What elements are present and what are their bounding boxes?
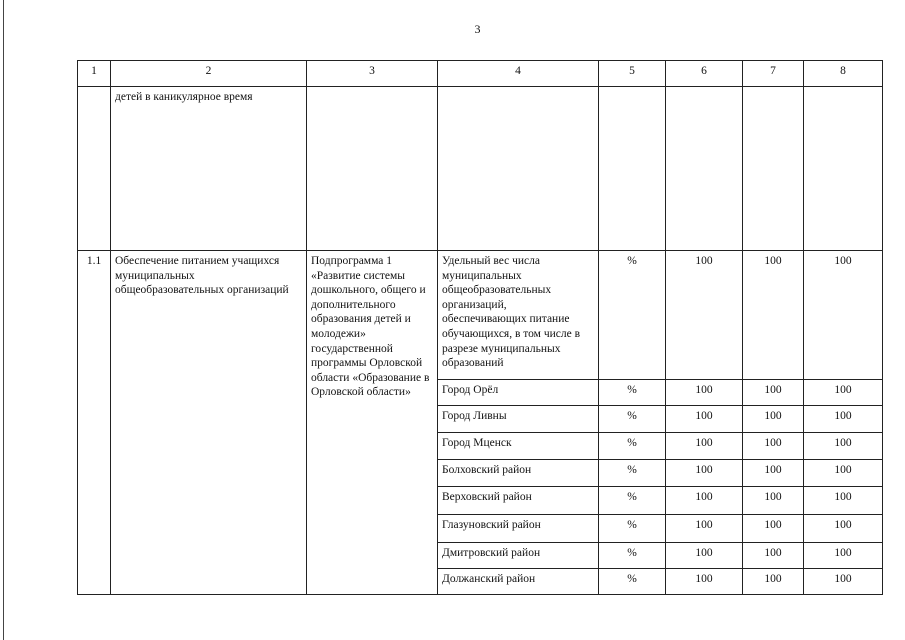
table-row-main: [78, 251, 883, 380]
value-cell: 100: [666, 251, 743, 380]
column-header: 1: [78, 61, 111, 87]
unit-cell: %: [599, 251, 666, 380]
value-cell: 100: [804, 569, 883, 595]
unit-cell: %: [599, 406, 666, 433]
unit-cell: %: [599, 569, 666, 595]
column-header: 7: [743, 61, 804, 87]
value-cell: 100: [666, 515, 743, 543]
item-number: 1.1: [78, 251, 111, 595]
table-cell: [78, 87, 111, 251]
program-name: Подпрограмма 1 «Развитие системы дошкольного, общего и дополнительного образования детей и молодежи» государственной программы Орловской области «Образование в Орловской области»: [307, 251, 438, 595]
value-cell: 100: [743, 569, 804, 595]
value-cell: 100: [743, 543, 804, 569]
value-cell: 100: [804, 380, 883, 406]
value-cell: 100: [666, 487, 743, 515]
page-number: 3: [474, 22, 481, 36]
municipality-name: Глазуновский район: [438, 515, 599, 543]
value-cell: 100: [743, 251, 804, 380]
table-row-continued: [78, 87, 883, 251]
municipality-name: Город Ливны: [438, 406, 599, 433]
value-cell: 100: [666, 433, 743, 460]
unit-cell: %: [599, 515, 666, 543]
value-cell: 100: [743, 380, 804, 406]
municipality-name: Дмитровский район: [438, 543, 599, 569]
column-header: 5: [599, 61, 666, 87]
value-cell: 100: [743, 487, 804, 515]
value-cell: 100: [666, 460, 743, 487]
unit-cell: %: [599, 460, 666, 487]
table-cell: [666, 87, 743, 251]
column-header: 3: [307, 61, 438, 87]
column-header: 6: [666, 61, 743, 87]
value-cell: 100: [804, 487, 883, 515]
value-cell: 100: [804, 543, 883, 569]
column-header: 2: [111, 61, 307, 87]
unit-cell: %: [599, 433, 666, 460]
unit-cell: %: [599, 487, 666, 515]
value-cell: 100: [804, 251, 883, 380]
indicator-name: Удельный вес числа муниципальных общеобразовательных организаций, обеспечивающих питание обучающихся, в том числе в разрезе муниципальных образований: [438, 251, 599, 380]
value-cell: 100: [666, 380, 743, 406]
municipality-name: Город Мценск: [438, 433, 599, 460]
table-cell: [743, 87, 804, 251]
value-cell: 100: [743, 515, 804, 543]
table-cell: [307, 87, 438, 251]
data-table: [77, 60, 883, 595]
page-edge-line: [3, 0, 4, 640]
table-cell: [438, 87, 599, 251]
municipality-name: Болховский район: [438, 460, 599, 487]
table-cell: [804, 87, 883, 251]
value-cell: 100: [743, 406, 804, 433]
indicator-text-continued: детей в каникулярное время: [111, 87, 307, 251]
column-header: 4: [438, 61, 599, 87]
table-cell: [599, 87, 666, 251]
column-number-header: [78, 61, 883, 87]
value-cell: 100: [804, 433, 883, 460]
unit-cell: %: [599, 543, 666, 569]
column-header: 8: [804, 61, 883, 87]
value-cell: 100: [743, 433, 804, 460]
value-cell: 100: [804, 460, 883, 487]
municipality-name: Город Орёл: [438, 380, 599, 406]
value-cell: 100: [666, 569, 743, 595]
value-cell: 100: [804, 406, 883, 433]
unit-cell: %: [599, 380, 666, 406]
value-cell: 100: [666, 543, 743, 569]
value-cell: 100: [804, 515, 883, 543]
event-name: Обеспечение питанием учащихся муниципальных общеобразовательных организаций: [111, 251, 307, 595]
value-cell: 100: [666, 406, 743, 433]
municipality-name: Должанский район: [438, 569, 599, 595]
value-cell: 100: [743, 460, 804, 487]
municipality-name: Верховский район: [438, 487, 599, 515]
